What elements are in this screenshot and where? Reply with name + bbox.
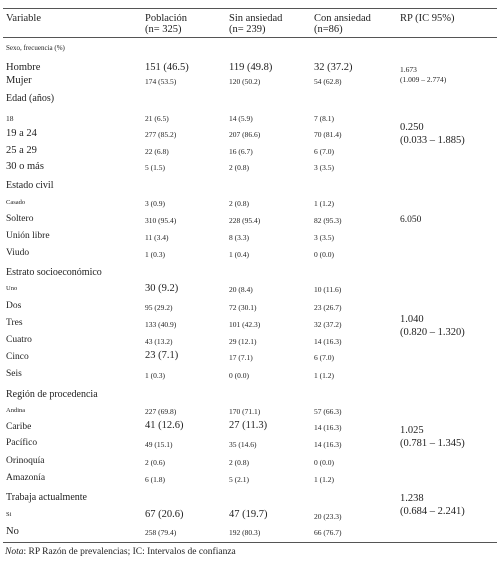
cell-poblacion: 133 (40.9) — [145, 320, 177, 329]
cell-sin-ansiedad: 0 (0.0) — [229, 371, 249, 380]
cell-sin-ansiedad: 170 (71.1) — [229, 407, 261, 416]
cell-sin-ansiedad: 27 (11.3) — [229, 420, 268, 431]
cell-poblacion: 151 (46.5) — [145, 62, 189, 73]
header-poblacion — [145, 13, 187, 35]
note-text: : RP Razón de prevalencias; IC: Intervalos de confianza — [23, 547, 236, 557]
cell-con-ansiedad: 57 (66.3) — [314, 407, 342, 416]
section-sexo: Sexo, frecuencia (%) — [6, 44, 65, 52]
table-bottom-rule — [3, 542, 497, 543]
cell-poblacion: 258 (79.4) — [145, 528, 177, 537]
rp-sexo-ci: (1.009 – 2.774) — [400, 75, 447, 84]
cell-poblacion: 11 (3.4) — [145, 233, 169, 242]
cell-sin-ansiedad: 35 (14.6) — [229, 440, 257, 449]
cell-con-ansiedad: 66 (76.7) — [314, 528, 342, 537]
rp-region-value: 1.025 — [400, 425, 424, 436]
cell-sin-ansiedad: 17 (7.1) — [229, 353, 253, 362]
cell-con-ansiedad: 7 (8.1) — [314, 114, 334, 123]
rp-trabaja — [400, 492, 465, 518]
rp-estrato-ci: (0.820 – 1.320) — [400, 327, 465, 338]
cell-con-ansiedad: 14 (16.3) — [314, 337, 342, 346]
cell-poblacion: 49 (15.1) — [145, 440, 173, 449]
rp-sexo-value: 1.673 — [400, 65, 417, 74]
section-trabaja: Trabaja actualmente — [6, 492, 87, 503]
rp-sexo — [400, 65, 446, 85]
cell-con-ansiedad: 70 (81.4) — [314, 130, 342, 139]
cell-con-ansiedad: 14 (16.3) — [314, 423, 342, 432]
cell-poblacion: 1 (0.3) — [145, 250, 165, 259]
cell-sin-ansiedad: 1 (0.4) — [229, 250, 249, 259]
cell-poblacion: 174 (53.5) — [145, 77, 177, 86]
cell-con-ansiedad: 10 (11.6) — [314, 285, 342, 294]
row-label: Cuatro — [6, 335, 32, 345]
row-label: Viudo — [6, 248, 30, 258]
cell-sin-ansiedad: 14 (5.9) — [229, 114, 253, 123]
rp-estrato-value: 1.040 — [400, 314, 424, 325]
header-variable: Variable — [6, 13, 41, 24]
rp-trabaja-value: 1.238 — [400, 493, 424, 504]
cell-con-ansiedad: 6 (7.0) — [314, 353, 334, 362]
cell-con-ansiedad: 1 (1.2) — [314, 475, 334, 484]
section-estado-civil: Estado civil — [6, 180, 54, 191]
row-label: Caribe — [6, 422, 32, 432]
cell-poblacion: 3 (0.9) — [145, 199, 165, 208]
header-poblacion-n: (n= 325) — [145, 24, 182, 35]
row-label: Dos — [6, 301, 22, 311]
row-label: No — [6, 526, 19, 537]
cell-con-ansiedad: 14 (16.3) — [314, 440, 342, 449]
cell-sin-ansiedad: 192 (80.3) — [229, 528, 261, 537]
section-estrato: Estrato socioeconómico — [6, 267, 102, 278]
header-sin-title: Sin ansiedad — [229, 13, 283, 24]
cell-poblacion: 95 (29.2) — [145, 303, 173, 312]
cell-sin-ansiedad: 5 (2.1) — [229, 475, 249, 484]
header-rp: RP (IC 95%) — [400, 13, 455, 24]
row-label: 19 a 24 — [6, 128, 37, 139]
cell-poblacion: 6 (1.8) — [145, 475, 165, 484]
row-label: 25 a 29 — [6, 145, 37, 156]
cell-sin-ansiedad: 207 (86.6) — [229, 130, 261, 139]
cell-poblacion: 43 (13.2) — [145, 337, 173, 346]
header-bottom-rule — [3, 37, 497, 38]
row-label: 30 o más — [6, 161, 44, 172]
cell-sin-ansiedad: 119 (49.8) — [229, 62, 273, 73]
cell-con-ansiedad: 32 (37.2) — [314, 320, 342, 329]
cell-poblacion: 23 (7.1) — [145, 350, 179, 361]
section-region: Región de procedencia — [6, 389, 98, 400]
section-edad: Edad (años) — [6, 93, 55, 104]
cell-sin-ansiedad: 2 (0.8) — [229, 199, 249, 208]
cell-sin-ansiedad: 29 (12.1) — [229, 337, 257, 346]
cell-poblacion: 227 (69.8) — [145, 407, 177, 416]
row-label: Mujer — [6, 75, 32, 86]
cell-sin-ansiedad: 20 (8.4) — [229, 285, 253, 294]
row-label: Soltero — [6, 214, 34, 224]
cell-con-ansiedad: 3 (3.5) — [314, 163, 334, 172]
header-con-n: (n=86) — [314, 24, 343, 35]
cell-poblacion: 310 (95.4) — [145, 216, 177, 225]
row-label: Uno — [6, 285, 18, 292]
rp-edad-value: 0.250 — [400, 122, 424, 133]
cell-poblacion: 2 (0.6) — [145, 458, 165, 467]
cell-sin-ansiedad: 101 (42.3) — [229, 320, 261, 329]
rp-trabaja-ci: (0.684 – 2.241) — [400, 506, 465, 517]
header-con-title: Con ansiedad — [314, 13, 371, 24]
rp-edad — [400, 121, 465, 147]
cell-con-ansiedad: 0 (0.0) — [314, 458, 334, 467]
row-label: Andina — [6, 407, 26, 414]
cell-sin-ansiedad: 72 (30.1) — [229, 303, 257, 312]
row-label: 18 — [6, 114, 14, 123]
cell-poblacion: 21 (6.5) — [145, 114, 169, 123]
rp-edad-ci: (0.033 – 1.885) — [400, 135, 465, 146]
row-label: Orinoquía — [6, 456, 45, 466]
cell-sin-ansiedad: 228 (95.4) — [229, 216, 261, 225]
table-note — [5, 547, 236, 557]
rp-region — [400, 424, 465, 450]
header-con-ansiedad — [314, 13, 371, 35]
row-label: Amazonía — [6, 473, 46, 483]
cell-con-ansiedad: 82 (95.3) — [314, 216, 342, 225]
row-label: Hombre — [6, 62, 41, 73]
cell-con-ansiedad: 1 (1.2) — [314, 199, 334, 208]
cell-con-ansiedad: 0 (0.0) — [314, 250, 334, 259]
rp-estrato — [400, 313, 465, 339]
row-label: Tres — [6, 318, 23, 328]
cell-sin-ansiedad: 8 (3.3) — [229, 233, 249, 242]
cell-sin-ansiedad: 120 (50.2) — [229, 77, 261, 86]
cell-con-ansiedad: 54 (62.8) — [314, 77, 342, 86]
cell-con-ansiedad: 3 (3.5) — [314, 233, 334, 242]
rp-region-ci: (0.781 – 1.345) — [400, 438, 465, 449]
cell-con-ansiedad: 6 (7.0) — [314, 147, 334, 156]
row-label: Casado — [6, 199, 26, 206]
cell-poblacion: 22 (6.8) — [145, 147, 169, 156]
cell-poblacion: 5 (1.5) — [145, 163, 165, 172]
header-sin-n: (n= 239) — [229, 24, 266, 35]
cell-poblacion: 30 (9.2) — [145, 283, 179, 294]
cell-poblacion: 277 (85.2) — [145, 130, 177, 139]
row-label: Seis — [6, 369, 22, 379]
cell-sin-ansiedad: 16 (6.7) — [229, 147, 253, 156]
cell-con-ansiedad: 1 (1.2) — [314, 371, 334, 380]
cell-sin-ansiedad: 2 (0.8) — [229, 458, 249, 467]
cell-con-ansiedad: 32 (37.2) — [314, 62, 353, 73]
cell-poblacion: 41 (12.6) — [145, 420, 184, 431]
row-label: Unión libre — [6, 231, 50, 241]
note-prefix: Nota — [5, 547, 24, 557]
cell-sin-ansiedad: 2 (0.8) — [229, 163, 249, 172]
cell-con-ansiedad: 20 (23.3) — [314, 512, 342, 521]
row-label: Cinco — [6, 352, 29, 362]
table-top-rule — [3, 8, 497, 9]
header-sin-ansiedad — [229, 13, 282, 35]
rp-estado-civil: 6.050 — [400, 215, 422, 225]
cell-poblacion: 1 (0.3) — [145, 371, 165, 380]
row-label: Pacífico — [6, 438, 38, 448]
cell-con-ansiedad: 23 (26.7) — [314, 303, 342, 312]
cell-poblacion: 67 (20.6) — [145, 509, 184, 520]
row-label: Si — [6, 511, 12, 518]
header-poblacion-title: Población — [145, 13, 187, 24]
cell-sin-ansiedad: 47 (19.7) — [229, 509, 268, 520]
